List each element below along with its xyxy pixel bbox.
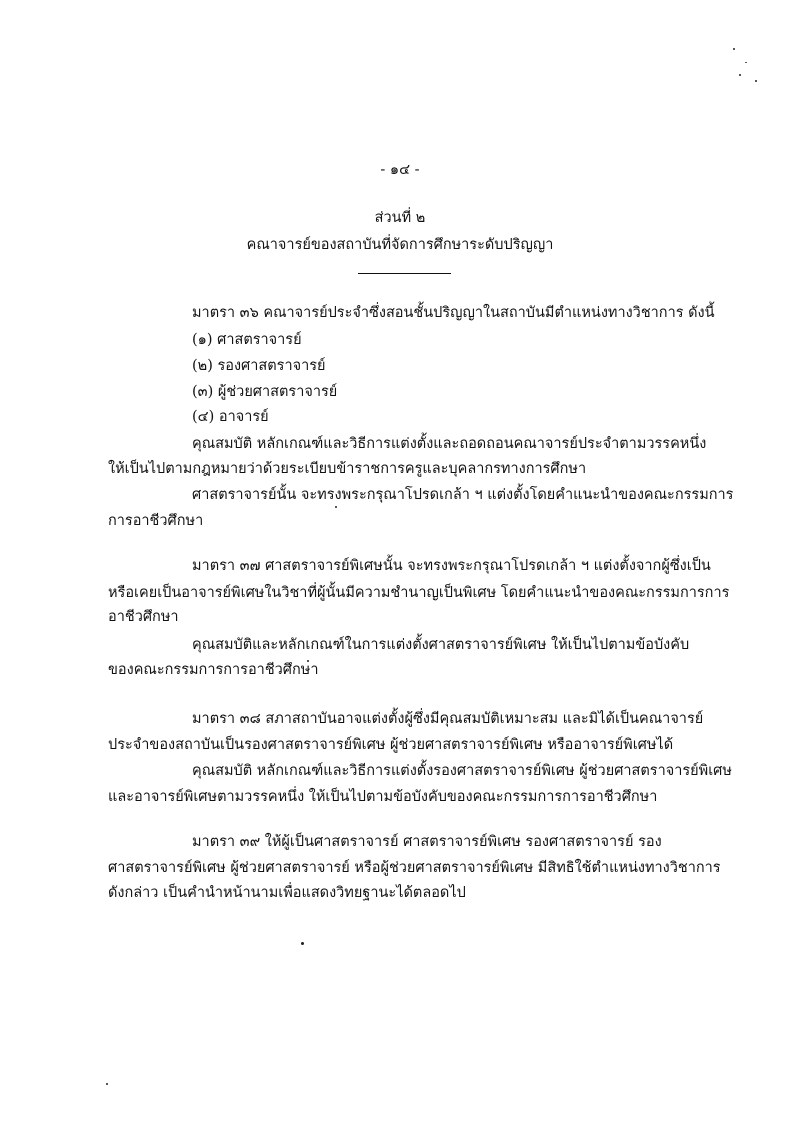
page-number: - ๑๔ - — [380, 162, 420, 178]
list-item-3: (๓) ผู้ช่วยศาสตราจารย์ — [192, 384, 338, 400]
article-38-heading: มาตรา ๓๘ สภาสถาบันอาจแต่งตั้งผู้ซึ่งมีคุณสมบัติเหมาะสม และมิได้เป็นคณาจารย์ — [192, 711, 704, 727]
paragraph-line: ให้เป็นไปตามกฎหมายว่าด้วยระเบียบข้าราชการครูและบุคลากรทางการศึกษา — [108, 461, 587, 477]
list-item-1: (๑) ศาสตราจารย์ — [192, 332, 302, 348]
list-item-4: (๔) อาจารย์ — [192, 409, 269, 425]
scan-speck — [739, 74, 741, 76]
paragraph-line: คุณสมบัติ หลักเกณฑ์และวิธีการแต่งตั้งรองศาสตราจารย์พิเศษ ผู้ช่วยศาสตราจารย์พิเศษ — [192, 763, 732, 779]
scan-speck — [755, 80, 757, 82]
paragraph-line: ศาสตราจารย์พิเศษ ผู้ช่วยศาสตราจารย์ หรือผู้ช่วยศาสตราจารย์พิเศษ มีสิทธิใช้ตำแหน่งทางวิชาการ — [108, 860, 721, 876]
paragraph-line: คุณสมบัติและหลักเกณฑ์ในการแต่งตั้งศาสตราจารย์พิเศษ ให้เป็นไปตามข้อบังคับ — [192, 637, 690, 653]
title-divider — [358, 273, 451, 274]
article-37-heading: มาตรา ๓๗ ศาสตราจารย์พิเศษนั้น จะทรงพระกรุณาโปรดเกล้า ฯ แต่งตั้งจากผู้ซึ่งเป็น — [192, 558, 711, 574]
paragraph-line: หรือเคยเป็นอาจารย์พิเศษในวิชาที่ผู้นั้นมีความชำนาญเป็นพิเศษ โดยคำแนะนำของคณะกรรมการการ — [108, 585, 730, 601]
paragraph-line: ของคณะกรรมการการอาชีวศึกษา — [108, 662, 319, 678]
article-36-heading: มาตรา ๓๖ คณาจารย์ประจำซึ่งสอนชั้นปริญญาในสถาบันมีตำแหน่งทางวิชาการ ดังนี้ — [192, 305, 715, 321]
paragraph-line: ดังกล่าว เป็นคำนำหน้านามเพื่อแสดงวิทยฐานะได้ตลอดไป — [108, 885, 466, 901]
scan-speck — [301, 942, 304, 945]
list-item-2: (๒) รองศาสตราจารย์ — [192, 358, 326, 374]
section-subtitle: คณาจารย์ของสถาบันที่จัดการศึกษาระดับปริญญา — [246, 237, 554, 253]
scan-speck — [307, 660, 309, 662]
section-title: ส่วนที่ ๒ — [374, 210, 426, 226]
scan-speck — [745, 62, 747, 63]
scan-speck — [106, 1083, 108, 1085]
scan-speck — [335, 506, 337, 508]
paragraph-line: ประจำของสถาบันเป็นรองศาสตราจารย์พิเศษ ผู้ช่วยศาสตราจารย์พิเศษ หรืออาจารย์พิเศษได้ — [108, 737, 674, 753]
paragraph-line: อาชีวศึกษา — [108, 609, 179, 625]
paragraph-line: และอาจารย์พิเศษตามวรรคหนึ่ง ให้เป็นไปตามข้อบังคับของคณะกรรมการการอาชีวศึกษา — [108, 789, 658, 805]
paragraph-line: คุณสมบัติ หลักเกณฑ์และวิธีการแต่งตั้งและถอดถอนคณาจารย์ประจำตามวรรคหนึ่ง — [192, 436, 707, 452]
scan-speck — [733, 48, 735, 50]
article-39-heading: มาตรา ๓๙ ให้ผู้เป็นศาสตราจารย์ ศาสตราจารย์พิเศษ รองศาสตราจารย์ รอง — [192, 834, 662, 850]
paragraph-line: การอาชีวศึกษา — [108, 513, 204, 529]
paragraph-line: ศาสตราจารย์นั้น จะทรงพระกรุณาโปรดเกล้า ฯ แต่งตั้งโดยคำแนะนำของคณะกรรมการ — [192, 487, 734, 503]
